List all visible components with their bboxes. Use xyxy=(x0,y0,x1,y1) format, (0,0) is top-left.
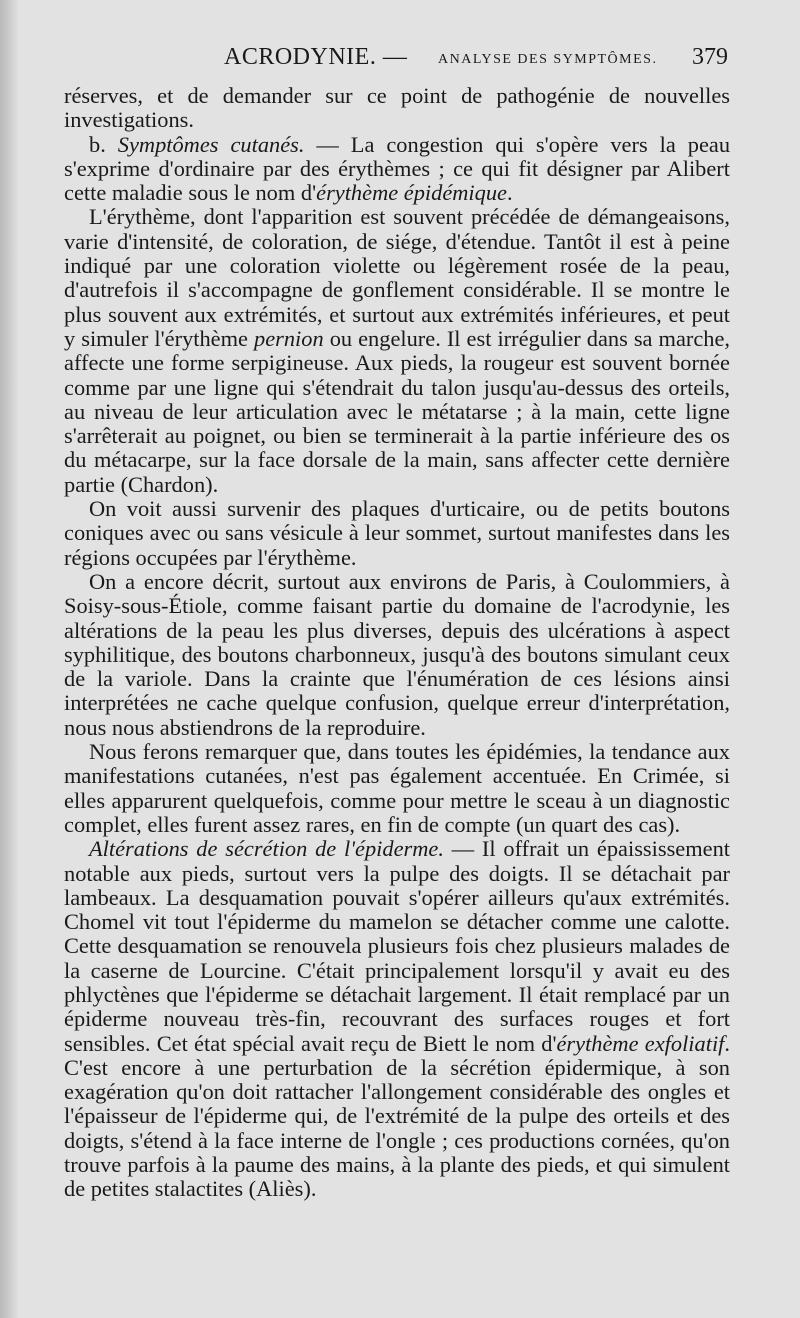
paragraph-7: Altérations de sécrétion de l'épiderme. — Il offrait un épaississement notable aux pieds, surtout vers la pulpe des doigts. Il se détachait par lambeaux. La desquamation pouvait s'opérer ailleurs qu'aux extrémités. Chomel vit tout l'épiderme du mamelon se détacher comme une calotte. Cette desquamation se renouvela plusieurs fois chez plusieurs malades de la caserne de Lourcine. C'était principalement lorsqu'il y avait eu des phlyctènes que l'épiderme se détachait largement. Il était remplacé par un épiderme nouveau très-fin, recouvrant des surfaces rouges et fort sensibles. Cet état spécial avait reçu de Biett le nom d'érythème exfoliatif. C'est encore à une perturbation de la sécrétion épidermique, à son exagération qu'on doit rattacher l'allongement considérable des ongles et l'épaisseur de l'épiderme qui, de l'extrémité de la pulpe des orteils et des doigts, s'étend à la face interne de l'ongle ; ces productions cornées, qu'on trouve parfois à la paume des mains, à la plante des pieds, et qui simulent de petites stalactites (Aliès). xyxy=(64,836,730,1202)
paragraph-1: réserves, et de demander sur ce point de pathogénie de nouvelles investigations. xyxy=(64,83,730,133)
term-erytheme-epidemique: érythème épidémique xyxy=(316,180,507,206)
running-header xyxy=(64,44,728,80)
paragraph-6: Nous ferons remarquer que, dans toutes les épidémies, la tendance aux manifestations cutanées, n'est pas également accentuée. En Crimée, si elles apparurent quelquefois, comme pour mettre le sceau à un diagnostic complet, elles furent assez rares, en fin de compte (un quart des cas). xyxy=(64,739,730,837)
term-erytheme-exfoliatif: érythème exfoliatif xyxy=(556,1030,725,1056)
paragraph-3: L'érythème, dont l'apparition est souvent précédée de démangeaisons, varie d'intensité, de coloration, de siége, d'étendue. Tantôt il est à peine indiqué par une coloration violette ou légèrement rosée de la peau, d'autrefois il s'accompagne de gonflement considérable. Il se montre le plus souvent aux extrémités, et surtout aux extrémités inférieures, et peut y simuler l'érythème pernion ou engelure. Il est irrégulier dans sa marche, affecte une forme serpigineuse. Aux pieds, la rougeur est souvent bornée comme par une ligne qui s'étendrait du talon jusqu'au-dessus des orteils, au niveau de leur articulation avec le métatarse ; à la main, cette ligne s'arrêterait au poignet, ou bien se terminerait à la partie inférieure des os du métacarpe, sur la face dorsale de la main, sans affecter cette dernière partie (Chardon). xyxy=(64,204,731,497)
paragraph-2: b. Symptômes cutanés. — La congestion qui s'opère vers la peau s'exprime d'ordinaire par des érythèmes ; ce qui fit désigner par Alibert cette maladie sous le nom d'érythème épidémique. xyxy=(64,131,731,206)
section-heading-symptomes-cutanes: Symptômes cutanés. xyxy=(117,131,305,157)
header-subtitle: ANALYSE DES SYMPTÔMES. xyxy=(438,52,658,67)
paragraph-4: On voit aussi survenir des plaques d'urticaire, ou de petits boutons coniques avec ou sans vésicule à leur sommet, surtout manifestes dans les régions occupées par l'érythème. xyxy=(64,496,730,570)
paragraph-5: On a encore décrit, surtout aux environs de Paris, à Coulommiers, à Soisy-sous-Étiole, comme faisant partie du domaine de l'acrodynie, les altérations de la peau les plus diverses, depuis des ulcérations à aspect syphilitique, des boutons charbonneux, jusqu'à des boutons simulant ceux de la variole. Dans la crainte que l'énumération de ces lésions ainsi interprétées ne cache quelque confusion, quelque erreur d'interprétation, nous nous abstiendrons de la reproduire. xyxy=(64,568,730,740)
header-title: ACRODYNIE. — xyxy=(224,44,408,70)
term-pernion: pernion xyxy=(254,325,324,351)
section-heading-alterations: Altérations de sécrétion de l'épiderme. xyxy=(89,836,444,862)
page-body xyxy=(64,84,730,1202)
page-number: 379 xyxy=(692,44,728,70)
